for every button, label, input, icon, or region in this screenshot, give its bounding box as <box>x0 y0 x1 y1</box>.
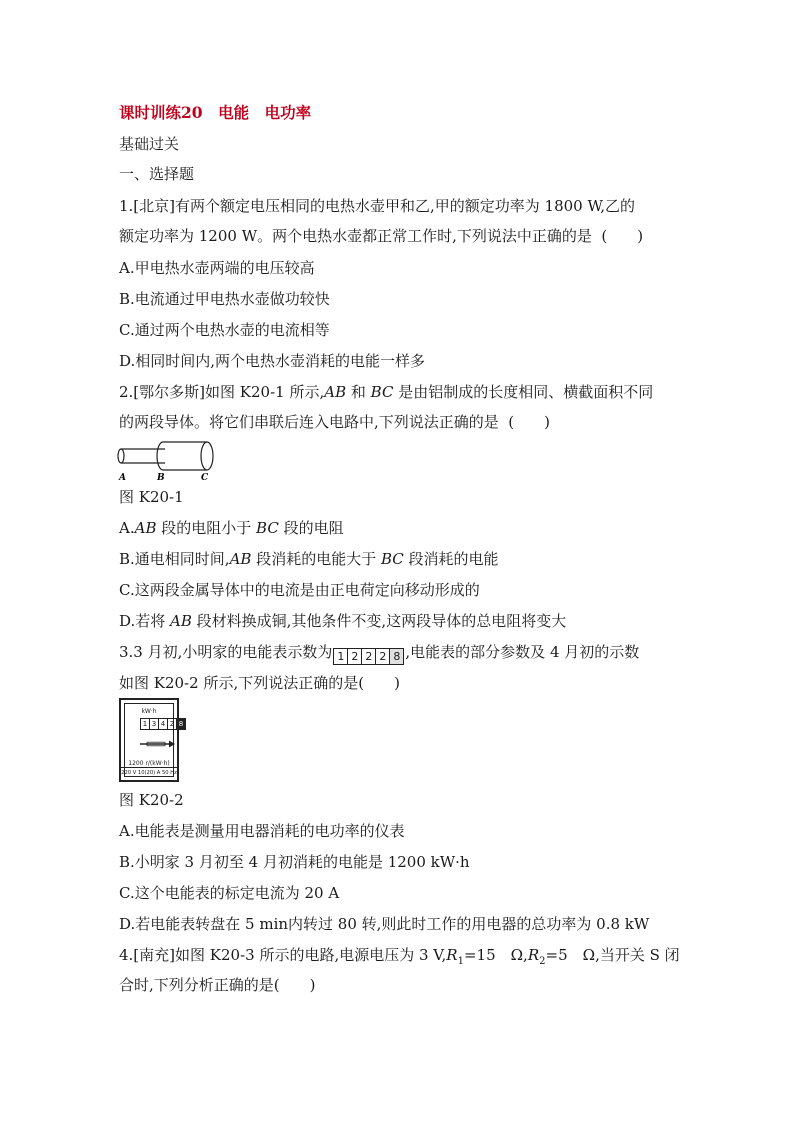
wire-label-c: C <box>201 473 209 481</box>
var-ab: AB <box>134 519 157 537</box>
digit: 2 <box>348 649 362 664</box>
wire-label-b: B <box>157 473 165 481</box>
digit: 4 <box>159 719 168 729</box>
digit: 2 <box>376 649 390 664</box>
q4-text: =5 Ω,当开关 S 闭 <box>545 946 680 964</box>
q3-line1 <box>119 642 639 665</box>
meter-unit: kW·h <box>141 708 157 715</box>
digit-decimal: 8 <box>390 649 403 664</box>
digit: 3 <box>150 719 159 729</box>
digit-decimal: 8 <box>178 720 184 728</box>
q3-option-c: C.这个电能表的标定电流为 20 A <box>119 884 340 902</box>
page-title: 课时训练20 电能 电功率 <box>119 103 312 122</box>
meter-panel <box>124 703 184 777</box>
q1-option-d: D.相同时间内,两个电热水壶消耗的电能一样多 <box>119 352 426 370</box>
q2-text: 段消耗的电能大于 <box>251 550 381 568</box>
subscript: 2 <box>539 956 546 967</box>
wire-figure <box>117 439 217 481</box>
q2-text: A. <box>119 519 135 537</box>
meter-digits <box>140 718 186 730</box>
var-bc: BC <box>380 550 404 568</box>
meter-reading-march <box>333 648 404 665</box>
q1-line1: 1.[北京]有两个额定电压相同的电热水壶甲和乙,甲的额定功率为 1800 W,乙的 <box>119 197 636 215</box>
q2-text: 段材料换成铜,其他条件不变,这两段导体的总电阻将变大 <box>191 612 567 630</box>
var-bc: BC <box>370 383 394 401</box>
q4-text: 4.[南充]如图 K20-3 所示的电路,电源电压为 3 V, <box>119 946 447 964</box>
q3-option-d: D.若电能表转盘在 5 min内转过 80 转,则此时工作的用电器的总功率为 0.8 kW <box>119 915 650 933</box>
q4-line1 <box>119 945 680 972</box>
q4-line2: 合时,下列分析正确的是( ) <box>119 976 316 994</box>
figure-caption-k20-1: 图 K20-1 <box>119 488 184 506</box>
meter-spec: 220 V 10(20) A 50 Hz <box>121 767 177 776</box>
digit: 2 <box>362 649 376 664</box>
figure-caption-k20-2: 图 K20-2 <box>119 791 184 809</box>
q1-option-a: A.甲电热水壶两端的电压较高 <box>119 259 315 277</box>
q2-text: 和 <box>346 383 371 401</box>
q1-option-b: B.电流通过甲电热水壶做功较快 <box>119 290 330 308</box>
digit: 2 <box>168 719 177 729</box>
q1-line2: 额定功率为 1200 W。两个电热水壶都正常工作时,下列说法中正确的是 ( ) <box>119 227 644 245</box>
digit: 1 <box>141 719 150 729</box>
q2-option-b <box>119 549 499 569</box>
q2-text: B.通电相同时间, <box>119 550 230 568</box>
q2-option-d <box>119 611 566 631</box>
electric-meter-figure <box>119 698 184 782</box>
q3-option-b: B.小明家 3 月初至 4 月初消耗的电能是 1200 kW·h <box>119 853 470 871</box>
q2-option-a <box>119 518 344 538</box>
q3-text: ,电能表的部分参数及 4 月初的示数 <box>405 643 640 661</box>
var-ab: AB <box>229 550 252 568</box>
q2-option-c: C.这两段金属导体中的电流是由正电荷定向移动形成的 <box>119 581 480 599</box>
subscript: 1 <box>457 956 464 967</box>
q3-text: 3.3 月初,小明家的电能表示数为 <box>119 643 333 661</box>
q2-text: 段的电阻 <box>278 519 344 537</box>
var-r1: R <box>446 946 458 964</box>
q4-text: =15 Ω, <box>463 946 528 964</box>
var-bc: BC <box>256 519 279 537</box>
wire-label-a: A <box>119 473 126 481</box>
section-heading: 基础过关 <box>119 135 180 153</box>
q2-text: 段消耗的电能 <box>403 550 499 568</box>
subsection-heading: 一、选择题 <box>119 165 195 183</box>
var-ab: AB <box>170 612 192 630</box>
digit: 1 <box>334 649 348 664</box>
rotor-arrow-icon <box>139 740 175 748</box>
var-ab: AB <box>324 383 347 401</box>
q2-line2: 的两段导体。将它们串联后连入电路中,下列说法正确的是 ( ) <box>119 413 551 431</box>
q1-option-c: C.通过两个电热水壶的电流相等 <box>119 321 330 339</box>
q2-text: 2.[鄂尔多斯]如图 K20-1 所示, <box>119 383 325 401</box>
var-r2: R <box>527 946 540 964</box>
q2-text: 段的电阻小于 <box>156 519 257 537</box>
meter-frame <box>119 698 184 782</box>
q2-text: 是由铝制成的长度相同、横截面积不同 <box>393 383 654 401</box>
q2-line1 <box>119 382 653 402</box>
meter-revolutions: 1200 r/(kW·h) <box>128 760 170 767</box>
q3-option-a: A.电能表是测量用电器消耗的电功率的仪表 <box>119 822 405 840</box>
q3-line2: 如图 K20-2 所示,下列说法正确的是( ) <box>119 674 400 692</box>
q2-text: D.若将 <box>119 612 171 630</box>
